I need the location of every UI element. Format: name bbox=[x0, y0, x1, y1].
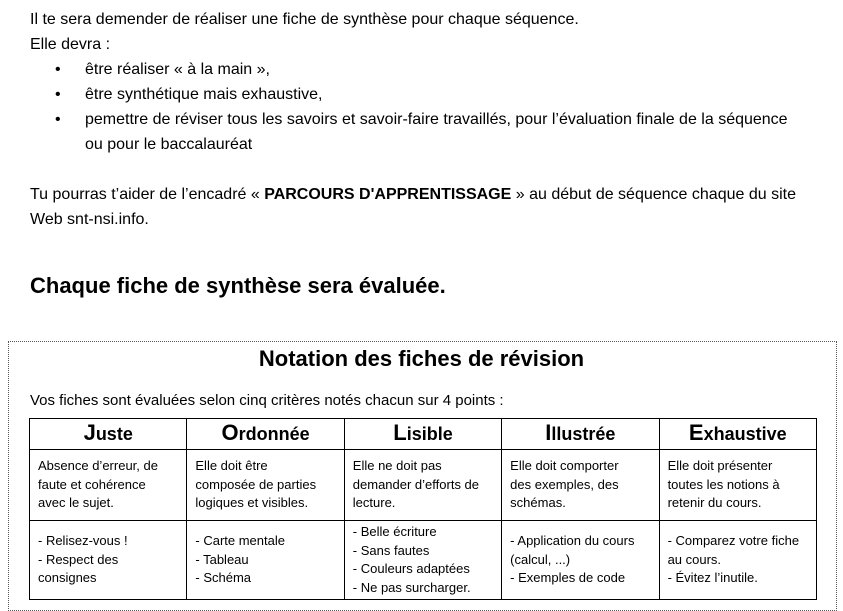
criterion-tips: - Application du cours (calcul, ...) - Exemples de code bbox=[502, 521, 659, 600]
help-text-post: » au début de séquence chaque du site bbox=[511, 186, 796, 203]
help-text-pre: Tu pourras t’aider de l’encadré « bbox=[30, 186, 265, 203]
criterion-tips: - Comparez votre fiche au cours. - Évitez l’inutile. bbox=[659, 521, 816, 600]
criterion-description: Elle doit comporter des exemples, des schémas. bbox=[502, 450, 659, 521]
bullet-item-3: pemettre de réviser tous les savoirs et savoir-faire travaillés, pour l’évaluation finale de la séquence bbox=[85, 111, 788, 128]
evaluation-heading: Chaque fiche de synthèse sera évaluée. bbox=[30, 273, 446, 298]
criteria-header-row bbox=[30, 419, 817, 450]
intro-line-2: Elle devra : bbox=[30, 36, 111, 53]
criterion-header-lisible: Lisible bbox=[344, 419, 501, 450]
notation-title: Notation des fiches de révision bbox=[258, 346, 585, 371]
bullet-item-1: être réaliser « à la main », bbox=[85, 61, 270, 78]
criteria-description-row bbox=[30, 450, 817, 521]
criterion-header-exhaustive: Exhaustive bbox=[659, 419, 816, 450]
criteria-table bbox=[29, 418, 817, 600]
criteria-tips-row bbox=[30, 521, 817, 600]
bullet-icon: • bbox=[55, 111, 61, 128]
criterion-header-illustree: Illustrée bbox=[502, 419, 659, 450]
bullet-icon: • bbox=[55, 86, 61, 103]
criterion-header-juste: Juste bbox=[30, 419, 187, 450]
help-text-bold: PARCOURS D'APPRENTISSAGE bbox=[264, 186, 512, 203]
bullet-item-3-continued: ou pour le baccalauréat bbox=[85, 136, 253, 153]
help-paragraph bbox=[30, 182, 796, 207]
criterion-tips: - Belle écriture - Sans fautes - Couleurs adaptées - Ne pas surcharger. bbox=[344, 521, 501, 600]
notation-intro: Vos fiches sont évaluées selon cinq critères notés chacun sur 4 points : bbox=[30, 392, 504, 409]
criterion-tips: - Carte mentale - Tableau - Schéma bbox=[187, 521, 344, 600]
intro-line-1: Il te sera demender de réaliser une fiche de synthèse pour chaque séquence. bbox=[30, 11, 579, 28]
criterion-tips: - Relisez-vous ! - Respect des consignes bbox=[30, 521, 187, 600]
criterion-description: Elle doit présenter toutes les notions à retenir du cours. bbox=[659, 450, 816, 521]
criterion-description: Absence d’erreur, de faute et cohérence avec le sujet. bbox=[30, 450, 187, 521]
criterion-description: Elle doit être composée de parties logiques et visibles. bbox=[187, 450, 344, 521]
bullet-icon: • bbox=[55, 61, 61, 78]
criterion-header-ordonnee: Ordonnée bbox=[187, 419, 344, 450]
help-paragraph-line-2: Web snt-nsi.info. bbox=[30, 211, 149, 228]
criterion-description: Elle ne doit pas demander d’efforts de lecture. bbox=[344, 450, 501, 521]
bullet-item-2: être synthétique mais exhaustive, bbox=[85, 86, 323, 103]
